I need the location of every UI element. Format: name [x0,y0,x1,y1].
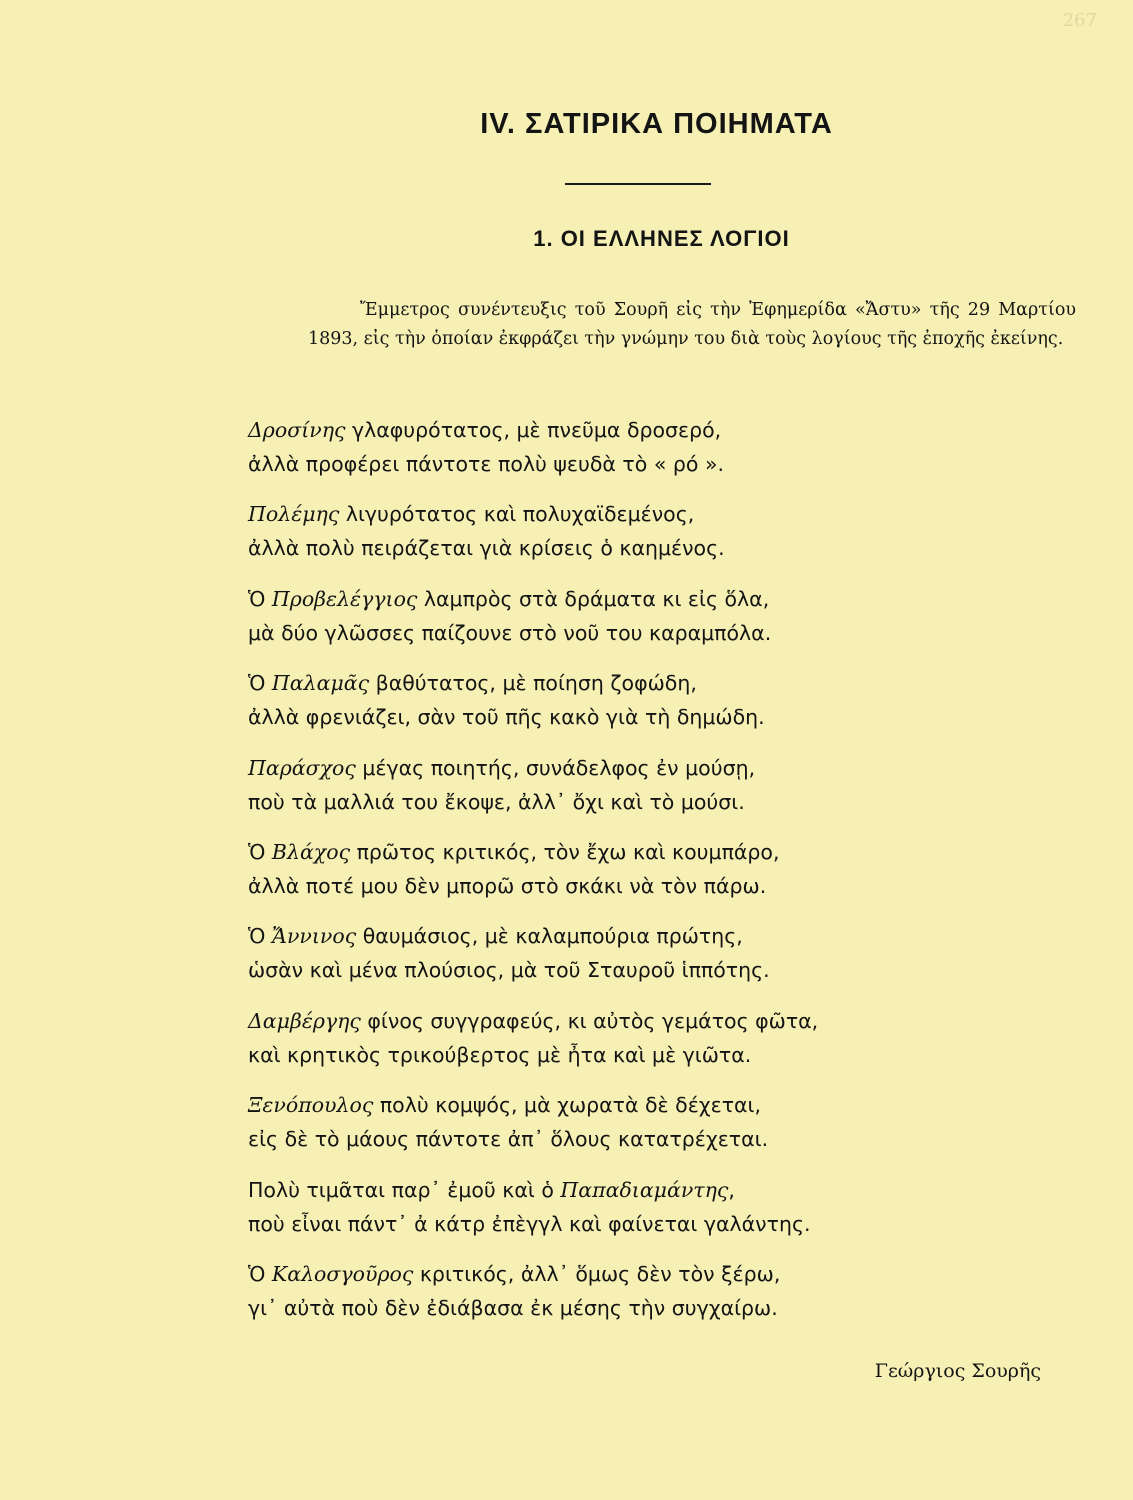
poem-stanza [248,919,1008,1003]
poem-stanza [248,1257,1008,1341]
poem-stanza [248,751,1008,835]
line-text: Ὁ [248,586,272,611]
poet-name: Παλαμᾶς [271,671,370,696]
poem-line [248,497,1008,531]
line-text: ποὺ τὰ μαλλιά του ἔκοψε, ἀλλ᾽ ὄχι καὶ τὸ μούσι. [248,789,745,814]
poem-stanza [248,497,1008,581]
line-text: εἰς δὲ τὸ μάους πάντοτε ἀπ᾽ ὅλους κατατρέχεται. [248,1127,769,1152]
author-signature: Γεώργιος Σουρῆς [874,1360,1041,1382]
poem-line [248,869,1008,903]
line-text: κριτικός, ἀλλ᾽ ὅμως δὲν τὸν ξέρω, [413,1261,781,1286]
line-text: Ὁ [248,1261,272,1286]
poem-stanza [248,1173,1008,1257]
poem-line [248,616,1008,650]
poem-stanza [248,666,1008,750]
poem-line [248,835,1008,869]
line-text: λαμπρὸς στὰ δράματα κι εἰς ὅλα, [417,586,770,611]
line-text: ἀλλὰ ποτέ μου δὲν μπορῶ στὸ σκάκι νὰ τὸν πάρω. [248,873,767,898]
poet-name: Προβελέγγιος [271,586,418,611]
line-text: θαυμάσιος, μὲ καλαμπούρια πρώτης, [356,924,743,949]
line-text: Ὁ [248,924,272,949]
poem-line [248,531,1008,565]
poem-line [248,1122,1008,1156]
poem-stanza [248,1004,1008,1088]
poem-line [248,785,1008,819]
poet-name: Παπαδιαμάντης [560,1177,729,1202]
poem-line [248,1257,1008,1291]
poem-line [248,1038,1008,1072]
poet-name: Παράσχος [248,755,356,780]
poem-line [248,582,1008,616]
line-text: Πολὺ τιμᾶται παρ᾽ ἐμοῦ καὶ ὁ [248,1177,561,1202]
poem-line [248,666,1008,700]
poet-name: Ξενόπουλος [248,1093,374,1118]
poem-stanza [248,1088,1008,1172]
poem-stanza [248,413,1008,497]
line-text: γλαφυρότατος, μὲ πνεῦμα δροσερό, [345,418,722,442]
poet-name: Ἄννινος [271,924,357,949]
poet-name: Δαμβέργης [248,1008,361,1033]
poem-line [248,919,1008,953]
poem-stanza [248,835,1008,919]
page-number-bleed: 267 [1062,10,1097,31]
line-text: , [728,1177,735,1202]
line-text: ποὺ εἶναι πάντ᾽ ἀ κάτρ ἐπὲγγλ καὶ φαίνεται γαλάντης. [248,1211,811,1236]
poem-line [248,1207,1008,1241]
poem-line [248,1291,1008,1325]
poem-line [248,447,1008,481]
line-text: ἀλλὰ φρενιάζει, σὰν τοῦ πῆς κακὸ γιὰ τὴ δημώδη. [248,705,765,730]
line-text: μὰ δύο γλῶσσες παίζουνε στὸ νοῦ του καραμπόλα. [248,620,772,645]
line-text: μέγας ποιητής, συνάδελφος ἐν μούσῃ, [355,755,756,780]
line-text: βαθύτατος, μὲ ποίηση ζοφώδη, [369,671,697,696]
section-heading: 1. ΟΙ ΕΛΛΗΝΕΣ ΛΟΓΙΟΙ [533,226,790,251]
line-text: πρῶτος κριτικός, τὸν ἔχω καὶ κουμπάρο, [350,839,780,864]
intro-paragraph: Ἔμμετρος συνέντευξις τοῦ Σουρῆ εἰς τὴν Ἐφημερίδα «Ἄστυ» τῆς 29 Μαρτίου 1893, εἰς τὴν ὁποίαν ἐκφράζει τὴν γνώμην του διὰ τοὺς λογίους τῆς ἐποχῆς ἐκείνης. [308,300,1076,349]
line-text: πολὺ κομψός, μὰ χωρατὰ δὲ δέχεται, [373,1093,762,1118]
poet-name: Βλάχος [271,839,351,864]
poem [248,413,1008,1341]
chapter-title: IV. ΣΑΤΙΡΙΚΑ ΠΟΙΗΜΑΤΑ [480,108,833,140]
poet-name: Πολέμης [248,502,340,527]
line-text: γι᾽ αὐτὰ ποὺ δὲν ἐδιάβασα ἐκ μέσης τὴν συγχαίρω. [248,1295,778,1320]
title-divider [565,183,711,185]
poet-name: Δροσίνης [248,418,346,442]
poet-name: Καλοσγοῦρος [271,1261,414,1286]
line-text: ὡσὰν καὶ μένα πλούσιος, μὰ τοῦ Σταυροῦ ἱππότης. [248,958,770,983]
poem-line [248,700,1008,734]
poem-line [248,953,1008,987]
line-text: Ὁ [248,671,272,696]
poem-line [248,751,1008,785]
poem-line [248,1173,1008,1207]
poem-line [248,413,1008,447]
line-text: καὶ κρητικὸς τρικούβερτος μὲ ἦτα καὶ μὲ γιῶτα. [248,1042,752,1067]
poem-line [248,1004,1008,1038]
line-text: Ὁ [248,839,272,864]
line-text: ἀλλὰ προφέρει πάντοτε πολὺ ψευδὰ τὸ « ρό ». [248,452,725,476]
line-text: φίνος συγγραφεύς, κι αὐτὸς γεμάτος φῶτα, [360,1008,819,1033]
poem-line [248,1088,1008,1122]
poem-stanza [248,582,1008,666]
line-text: λιγυρότατος καὶ πολυχαϊδεμένος, [339,502,695,527]
line-text: ἀλλὰ πολὺ πειράζεται γιὰ κρίσεις ὁ καημένος. [248,536,725,561]
